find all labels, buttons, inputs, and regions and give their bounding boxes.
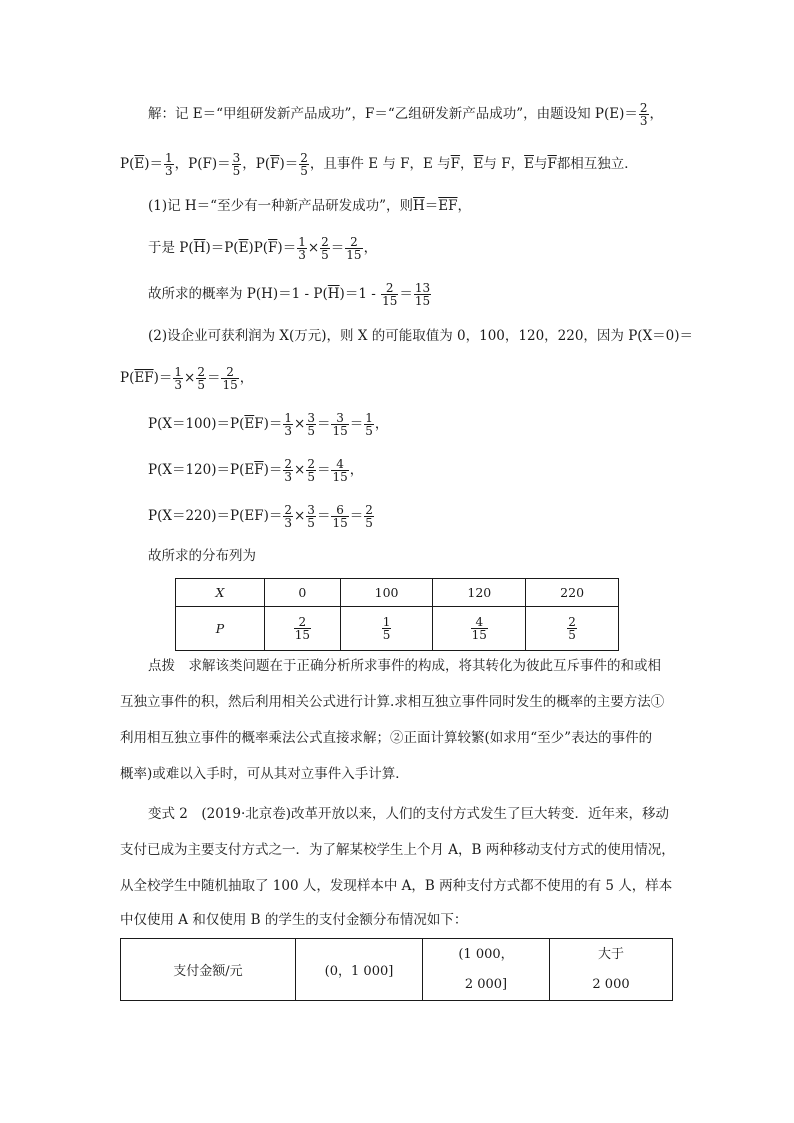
fraction: $\frac{2}{3}$ [284, 503, 292, 530]
dist-p-value: $\frac{2}{15}$ [265, 607, 341, 651]
distribution-table [175, 578, 619, 651]
fraction: $\frac{1}{5}$ [365, 411, 373, 438]
px100-line: $P(X=100)=P(\overline{E}F)=$ $\frac{1}{3}$ × $\frac{3}{5}$ ＝ $\frac{3}{15}$ ＝ $\frac{1}{5}$ ， [148, 411, 389, 438]
dist-p-value: $\frac{4}{15}$ [433, 607, 526, 651]
solution-intro-line2: $P(\overline{E})=$ $\frac{1}{3}$ ，P(F)＝ $\frac{3}{5}$ ，$P(\overline{F})=$ $\frac{2}{5}$ ，且事件 E 与 F，E 与$\overline{F}$，$\overline{E}$与 F，$\overline{E}$与$\overline{F}$都相互独立． [120, 151, 638, 178]
dist-header-p: P [176, 607, 265, 651]
dist-p-value: $\frac{2}{5}$ [526, 607, 619, 651]
fraction: $\frac{2}{15}$ [382, 281, 398, 308]
dist-x-value: 120 [433, 579, 526, 607]
fraction: $\frac{2}{5}$ [365, 503, 373, 530]
fraction: $\frac{1}{3}$ [165, 151, 173, 178]
part1-line3: 故所求的概率为 $P(H)=1 - P(\overline{H})=1$ - $\frac{2}{15}$ ＝ $\frac{13}{15}$ [148, 281, 431, 308]
fraction: $\frac{3}{5}$ [307, 411, 315, 438]
fraction: $\frac{2}{5}$ [300, 151, 308, 178]
fraction: $\frac{3}{15}$ [332, 411, 348, 438]
variant-line2: 支付已成为主要支付方式之一．为了解某校学生上个月 A，B 两种移动支付方式的使用情况， [120, 842, 675, 858]
tip-line2: 互独立事件的积，然后利用相关公式进行计算.求相互独立事件同时发生的概率的主要方法① [120, 694, 665, 710]
payment-range-1: (0，1 000] [296, 939, 423, 1001]
payment-range-2: (1 000， 2 000] [423, 939, 550, 1001]
part2-line2: $P(\overline{EF})=$ $\frac{1}{3}$ × $\frac{2}{5}$ ＝ $\frac{2}{15}$ ， [120, 365, 254, 392]
fraction: $\frac{2}{15}$ [222, 365, 238, 392]
part2-line1: (2)设企业可获利润为 X(万元)，则 X 的可能取值为 0，100，120，220，因为 P(X＝0)＝ [148, 328, 694, 344]
fraction: $\frac{1}{3}$ [284, 411, 292, 438]
dist-x-value: 100 [340, 579, 433, 607]
intro-text: 解：记 E＝“甲组研发新产品成功”，F＝“乙组研发新产品成功”，由题设知 P(E)＝ [148, 106, 638, 122]
tip-line1: 点拨 求解该类问题在于正确分析所求事件的构成，将其转化为彼此互斥事件的和或相 [148, 658, 661, 674]
fraction: $\frac{4}{15}$ [332, 457, 348, 484]
px220-line: P(X＝220)＝P(EF)＝ $\frac{2}{3}$ × $\frac{3}{5}$ ＝ $\frac{6}{15}$ ＝ $\frac{2}{5}$ [148, 503, 373, 530]
part1-line1: (1)记 H＝“至少有一种新产品研发成功”，则$\overline{H}=\overline{EF}$， [148, 198, 472, 214]
dist-header-x: X [176, 579, 265, 607]
fraction: $\frac{3}{5}$ [307, 503, 315, 530]
fraction: $\frac{13}{15}$ [414, 281, 431, 308]
dist-x-value: 0 [265, 579, 341, 607]
dist-label: 故所求的分布列为 [148, 548, 256, 564]
payment-header: 支付金额/元 [121, 939, 296, 1001]
tip-line3: 利用相互独立事件的概率乘法公式直接求解；②正面计算较繁(如求用“至少”表达的事件的 [120, 730, 653, 746]
solution-intro-line1: 解：记 E＝“甲组研发新产品成功”，F＝“乙组研发新产品成功”，由题设知 P(E)＝ $\frac{2}{3}$ ， [148, 101, 664, 128]
variant-line3: 从全校学生中随机抽取了 100 人，发现样本中 A，B 两种支付方式都不使用的有 5 人，样本 [120, 878, 673, 894]
variant-line1: 变式 2 (2019·北京卷)改革开放以来，人们的支付方式发生了巨大转变．近年来，移动 [148, 806, 670, 822]
fraction: $\frac{1}{3}$ [174, 365, 183, 392]
fraction: $\frac{2}{5}$ [197, 365, 205, 392]
fraction: $\frac{2}{5}$ [321, 235, 329, 262]
fraction: $\frac{1}{3}$ [298, 235, 306, 262]
part1-line2: 于是 $P(\overline{H})=P(\overline{E})P(\overline{F})=$ $\frac{1}{3}$ × $\frac{2}{5}$ ＝ $\frac{2}{15}$ ， [148, 235, 378, 262]
payment-range-3: 大于 2 000 [550, 939, 673, 1001]
fraction: $\frac{2}{5}$ [307, 457, 315, 484]
tip-line4: 概率)或难以入手时，可从其对立事件入手计算． [120, 766, 409, 782]
variant-line4: 中仅使用 A 和仅使用 B 的学生的支付金额分布情况如下： [120, 912, 468, 928]
fraction: $\frac{2}{15}$ [346, 235, 362, 262]
dist-x-value: 220 [526, 579, 619, 607]
fraction: $\frac{2}{3}$ [284, 457, 292, 484]
dist-p-value: $\frac{1}{5}$ [340, 607, 433, 651]
payment-table [120, 938, 673, 1001]
px120-line: $P(X=120)=P(E\overline{F})=$ $\frac{2}{3}$ × $\frac{2}{5}$ ＝ $\frac{4}{15}$ ， [148, 457, 364, 484]
fraction: $\frac{3}{5}$ [232, 151, 241, 178]
fraction: $\frac{6}{15}$ [332, 503, 348, 530]
fraction: $\frac{2}{3}$ [639, 101, 648, 128]
